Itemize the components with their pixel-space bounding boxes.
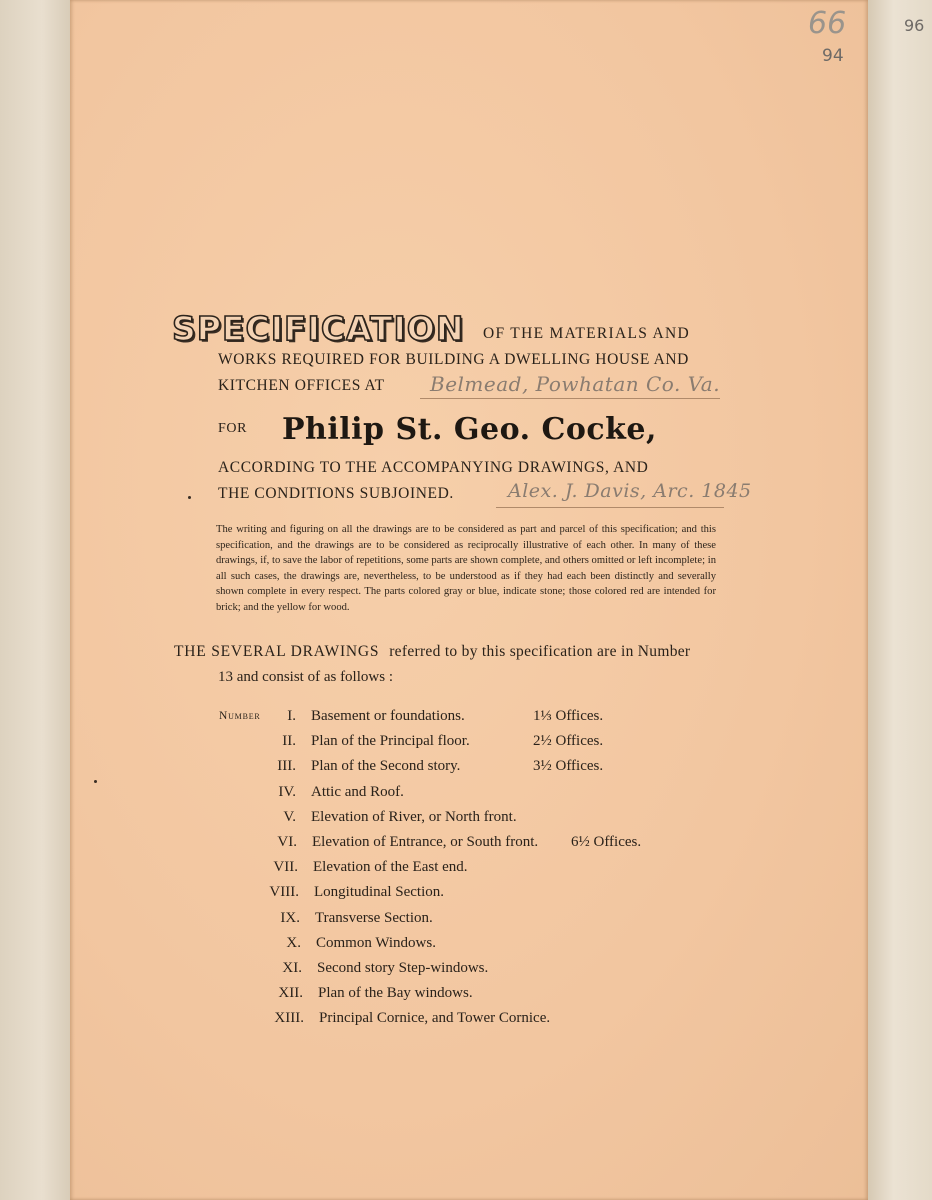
drawing-title: Common Windows. <box>316 934 436 951</box>
drawing-title: Principal Cornice, and Tower Cornice. <box>319 1010 551 1027</box>
speck <box>188 496 191 499</box>
heading-line-2: WORKS REQUIRED FOR BUILDING A DWELLING HOUSE AND <box>218 351 689 368</box>
drawing-offices: 3½ Offices. <box>533 758 604 775</box>
drawing-number: XI. <box>282 960 302 976</box>
drawings-intro-line-1 <box>174 643 690 661</box>
drawing-number: III. <box>277 758 296 775</box>
drawing-title: Attic and Roof. <box>311 783 404 800</box>
drawing-title: Plan of the Bay windows. <box>318 985 473 1002</box>
client-name: Philip St. Geo. Cocke, <box>282 412 657 447</box>
architect-signature: Alex. J. Davis, Arc. 1845 <box>508 480 752 502</box>
number-label: Number <box>219 710 261 722</box>
mount-pencil-number: 96 <box>904 16 925 35</box>
mount-right <box>868 0 932 1200</box>
for-label: FOR <box>218 421 248 436</box>
drawing-title: Plan of the Second story. <box>311 758 461 775</box>
drawings-intro-rest: referred to by this specification are in Number <box>389 643 691 660</box>
pencil-note-lower: 94 <box>822 46 844 66</box>
heading-line-6: THE CONDITIONS SUBJOINED. <box>218 485 454 502</box>
drawing-number: VI. <box>277 834 297 850</box>
drawing-number: IV. <box>278 783 296 800</box>
drawing-title: Second story Step-windows. <box>317 960 489 976</box>
drawing-number: X. <box>286 934 301 951</box>
drawings-intro-line-2: 13 and consist of as follows : <box>218 669 393 685</box>
drawing-title: Elevation of Entrance, or South front. <box>312 834 539 850</box>
heading-line-1: OF THE MATERIALS AND <box>483 325 690 342</box>
drawing-number: II. <box>282 733 296 750</box>
drawing-title: Transverse Section. <box>315 909 433 926</box>
drawing-title: Longitudinal Section. <box>314 884 444 901</box>
drawing-offices: 1⅓ Offices. <box>533 708 604 724</box>
drawing-number: V. <box>283 808 296 825</box>
specification-title: SPECIFICATION <box>172 309 465 348</box>
drawing-number: IX. <box>280 909 300 926</box>
location-underline <box>420 398 720 399</box>
drawing-offices: 2½ Offices. <box>533 733 604 750</box>
drawing-title: Basement or foundations. <box>311 708 465 724</box>
drawing-number: VII. <box>273 859 298 876</box>
location-handwritten: Belmead, Powhatan Co. Va. <box>430 372 721 396</box>
drawing-title: Plan of the Principal floor. <box>311 733 470 750</box>
heading-line-5: ACCORDING TO THE ACCOMPANYING DRAWINGS, AND <box>218 459 649 476</box>
drawing-offices: 6½ Offices. <box>571 834 642 850</box>
drawing-title: Elevation of River, or North front. <box>311 808 517 825</box>
mount-left <box>0 0 70 1200</box>
drawing-number: XIII. <box>274 1010 304 1027</box>
drawing-number: XII. <box>278 985 303 1002</box>
drawings-intro-lead: THE SEVERAL DRAWINGS <box>174 643 380 660</box>
conditions-paragraph: The writing and figuring on all the drawings are to be considered as part and parcel of this specification; and this specification, and the drawings are to be considered as reciprocally illustrative of each other. In many of these drawings, if, to save the labor of repetitions, some parts are shown complete, and others omitted or left incomplete; in all such cases, the drawings are, nevertheless, to be understood as if they had each been distinctly and severally shown complete in every respect. The parts colored gray or blue, indicate stone; those colored red are intended for brick; and the yellow for wood. <box>216 524 716 613</box>
speck <box>94 780 97 783</box>
drawing-number: I. <box>287 708 296 724</box>
drawing-title: Elevation of the East end. <box>313 859 468 876</box>
pencil-note-upper: 66 <box>808 6 847 41</box>
signature-underline <box>496 507 724 508</box>
heading-line-3: KITCHEN OFFICES AT <box>218 377 385 394</box>
drawing-number: VIII. <box>269 884 299 901</box>
